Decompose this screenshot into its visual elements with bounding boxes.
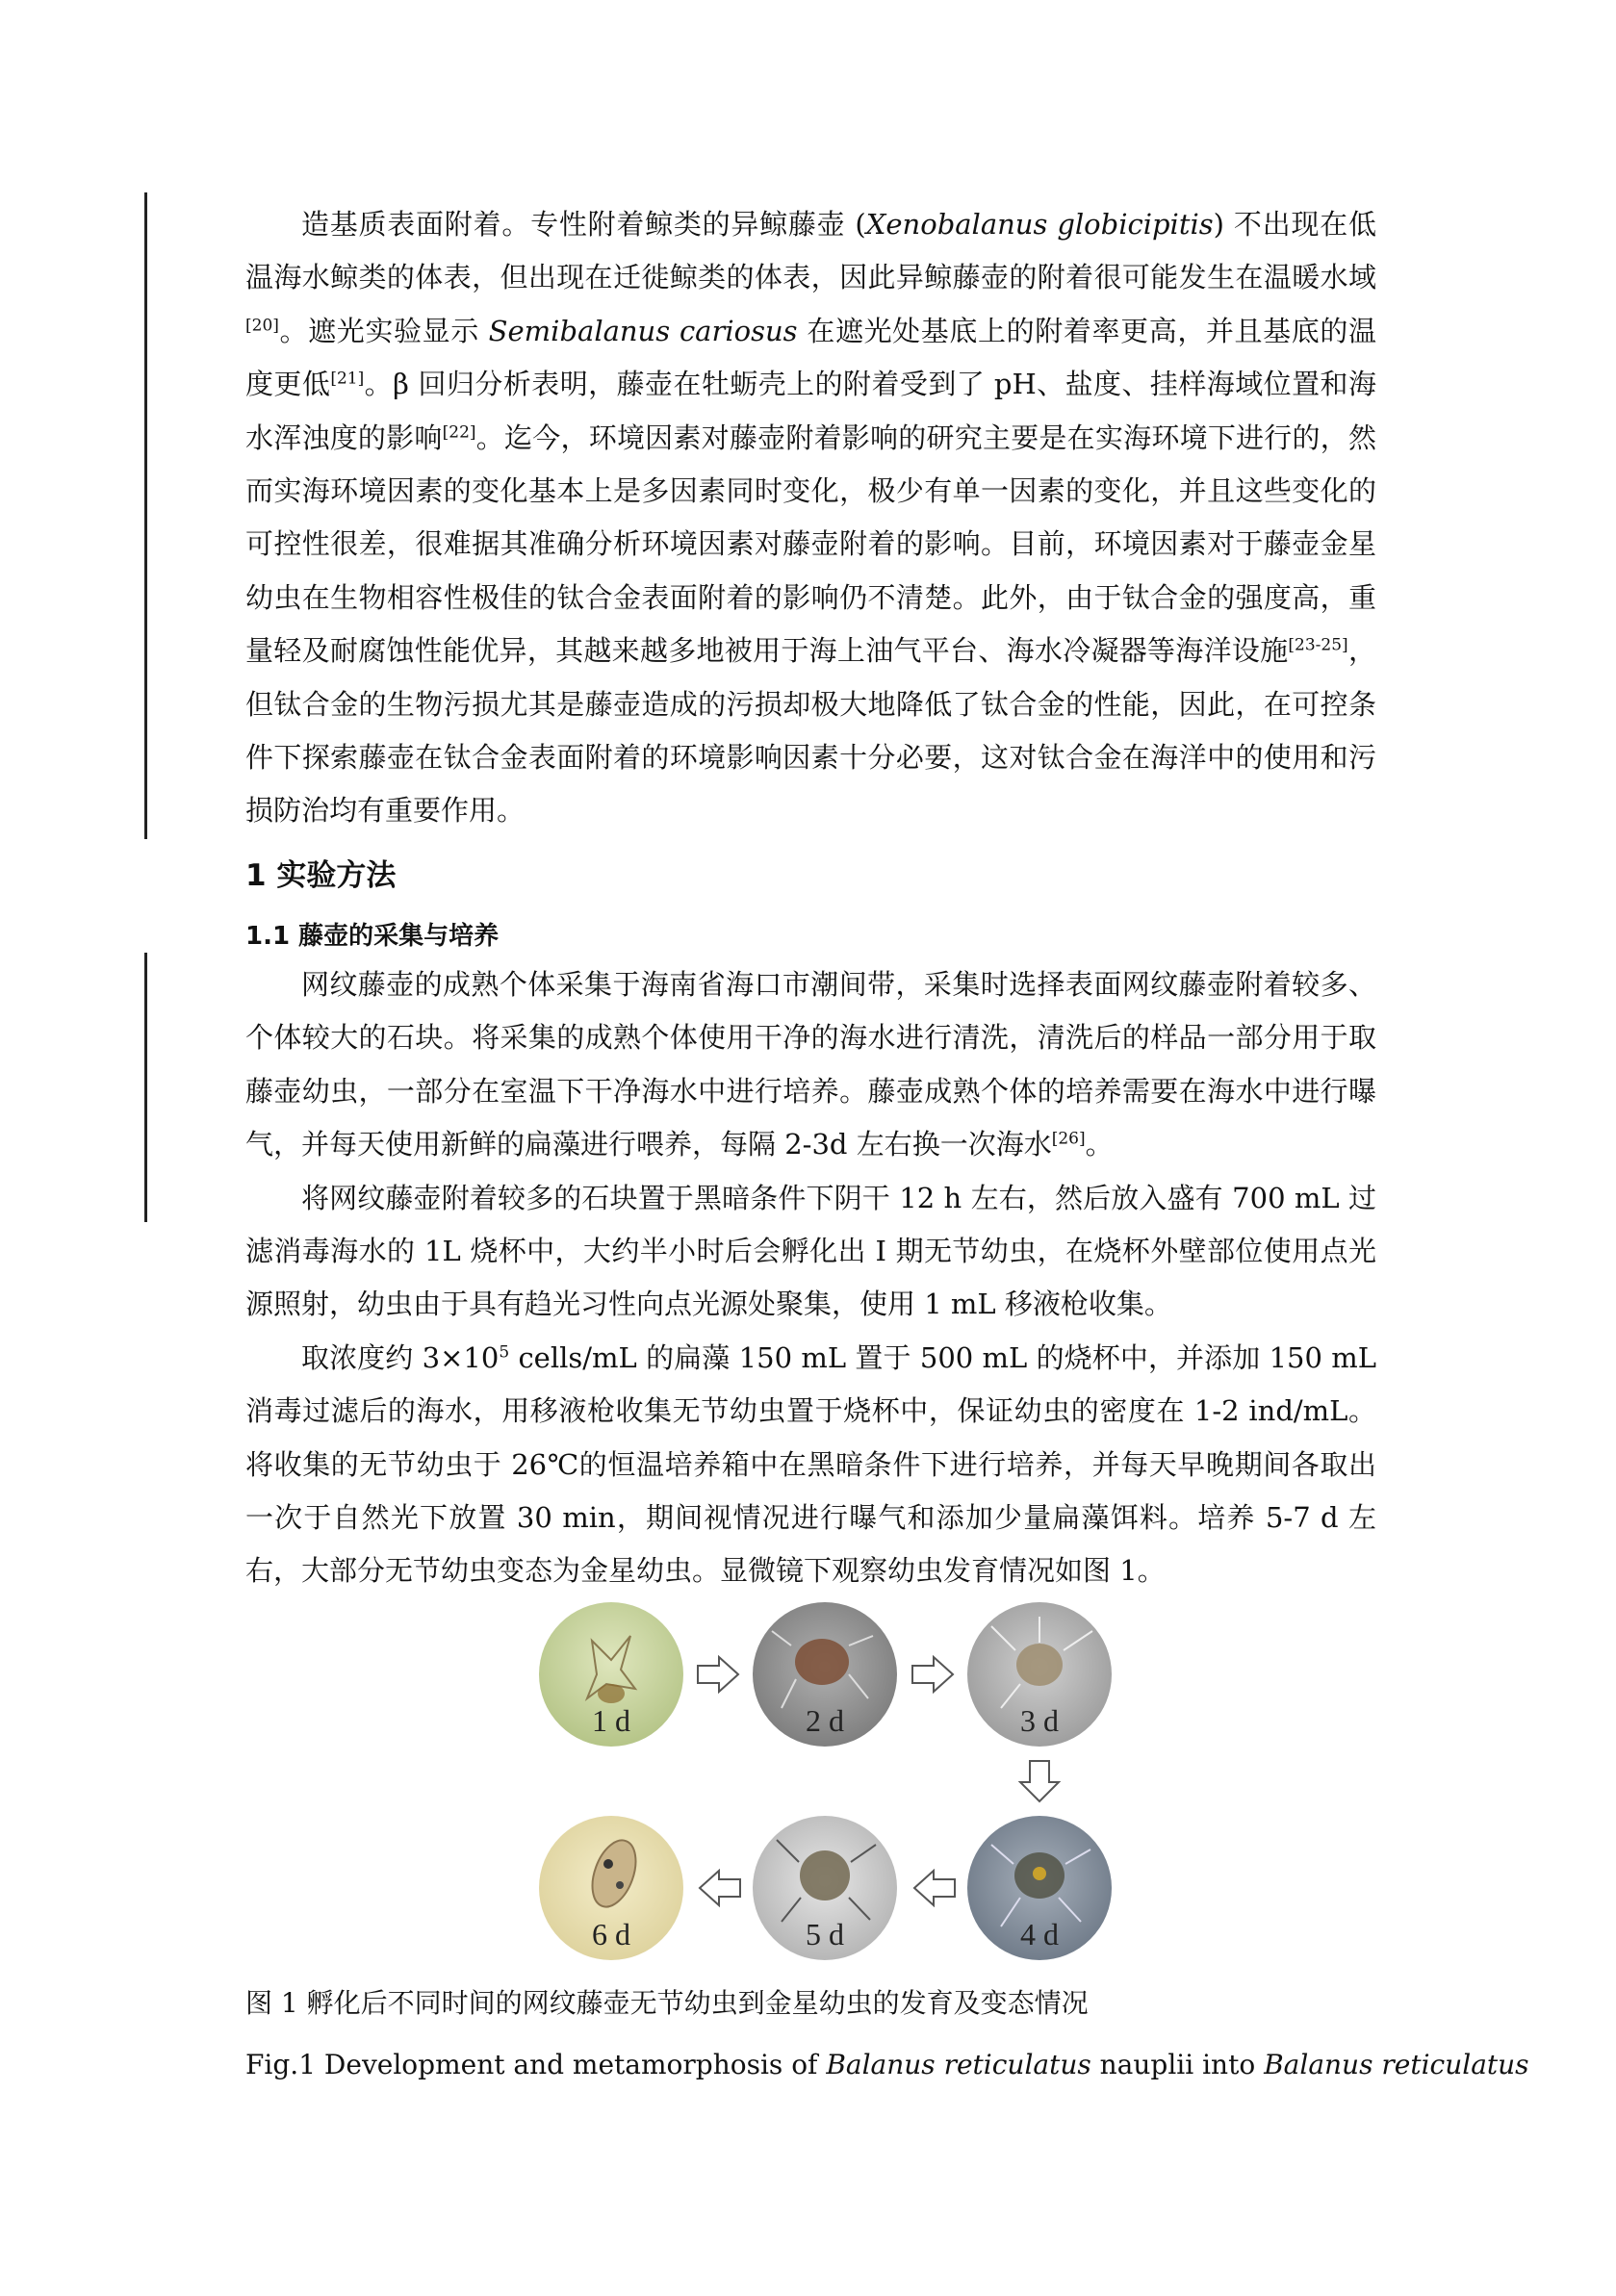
methods-block xyxy=(245,958,1376,1598)
larva-photo-6d: 6 d xyxy=(539,1816,683,1960)
citation: [20] xyxy=(245,316,279,336)
collection-paragraph: 网纹藤壶的成熟个体采集于海南省海口市潮间带，采集时选择表面网纹藤壶附着较多、个体较大的石块。将采集的成熟个体使用干净的海水进行清洗，清洗后的样品一部分用于取藤壶幼虫，一部分在室温下干净海水中进行培养。藤壶成熟个体的培养需要在海水中进行曝气，并每天使用新鲜的扁藻进行喂养，每隔 2-3d 左右换一次海水[26]。 xyxy=(245,968,1376,1161)
citation: [22] xyxy=(442,421,476,442)
revision-bar xyxy=(144,953,147,1222)
citation: [23-25] xyxy=(1288,635,1348,655)
larva-photo-1d: 1 d xyxy=(539,1602,683,1747)
intro-block xyxy=(245,198,1376,838)
larva-photo-5d: 5 d xyxy=(753,1816,897,1960)
figure-caption-en: Fig.1 Development and metamorphosis of Balanus reticulatus nauplii into Balanus reticulatus xyxy=(245,2049,1529,2080)
section-title: 1 实验方法 xyxy=(245,858,397,893)
arrow-right-icon xyxy=(911,1655,955,1697)
culture-paragraph: 取浓度约 $3\times 10^5$ cells/mL 的扁藻 150 mL 置于 500 mL 的烧杯中，并添加 150 mL 消毒过滤后的海水，用移液枪收集无节幼虫置于烧杯中，保证幼虫的密度在 1-2 ind/mL。将收集的无节幼虫于 26℃的恒温培养箱中在黑暗条件下进行培养，并每天早晚期间各取出一次于自然光下放置 30 min，期间视情况进行曝气和添加少量扁藻饵料。培养 5-7 d 左右，大部分无节幼虫变态为金星幼虫。显微镜下观察幼虫发育情况如图 1。 xyxy=(245,1340,1377,1588)
arrow-left-icon xyxy=(698,1869,742,1911)
intro-paragraph: 造基质表面附着。专性附着鲸类的异鲸藤壶 (Xenobalanus globicipitis) 不出现在低温海水鲸类的体表，但出现在迁徙鲸类的体表，因此异鲸藤壶的附着很可能发生在温暖水域[20]。遮光实验显示 Semibalanus cariosus 在遮光处基底上的附着率更高，并且基底的温度更低[21]。β 回归分析表明，藤壶在牡蛎壳上的附着受到了 pH、盐度、挂样海域位置和海水浑浊度的影响[22]。迄今，环境因素对藤壶附着影响的研究主要是在实海环境下进行的，然而实海环境因素的变化基本上是多因素同时变化，极少有单一因素的变化，并且这些变化的可控性很差，很难据其准确分析环境因素对藤壶附着的影响。目前，环境因素对于藤壶金星幼虫在生物相容性极佳的钛合金表面附着的影响仍不清楚。此外，由于钛合金的强度高，重量轻及耐腐蚀性能优异，其越来越多地被用于海上油气平台、海水冷凝器等海洋设施[23-25]，但钛合金的生物污损尤其是藤壶造成的污损却极大地降低了钛合金的性能，因此，在可控条件下探索藤壶在钛合金表面附着的环境影响因素十分必要，这对钛合金在海洋中的使用和污损防治均有重要作用。 xyxy=(245,208,1376,828)
larva-photo-3d: 3 d xyxy=(967,1602,1112,1747)
citation: [21] xyxy=(330,369,365,389)
subsection-title: 1.1 藤壶的采集与培养 xyxy=(245,922,500,951)
revision-bar xyxy=(144,192,147,839)
larva-photo-2d: 2 d xyxy=(753,1602,897,1747)
arrow-down-icon xyxy=(1018,1759,1061,1807)
arrow-right-icon xyxy=(696,1655,740,1697)
hatching-paragraph: 将网纹藤壶附着较多的石块置于黑暗条件下阴干 12 h 左右，然后放入盛有 700 mL 过滤消毒海水的 1L 烧杯中，大约半小时后会孵化出 I 期无节幼虫，在烧杯外壁部位使用点光源照射，幼虫由于具有趋光习性向点光源处聚集，使用 1 mL 移液枪收集。 xyxy=(245,1181,1376,1321)
arrow-left-icon xyxy=(912,1869,957,1911)
larva-photo-4d: 4 d xyxy=(967,1816,1112,1960)
citation: [26] xyxy=(1051,1129,1086,1149)
figure-caption-cn: 图 1 孵化后不同时间的网纹藤壶无节幼虫到金星幼虫的发育及变态情况 xyxy=(245,1987,1089,2019)
figure-1 xyxy=(539,1602,1136,1968)
